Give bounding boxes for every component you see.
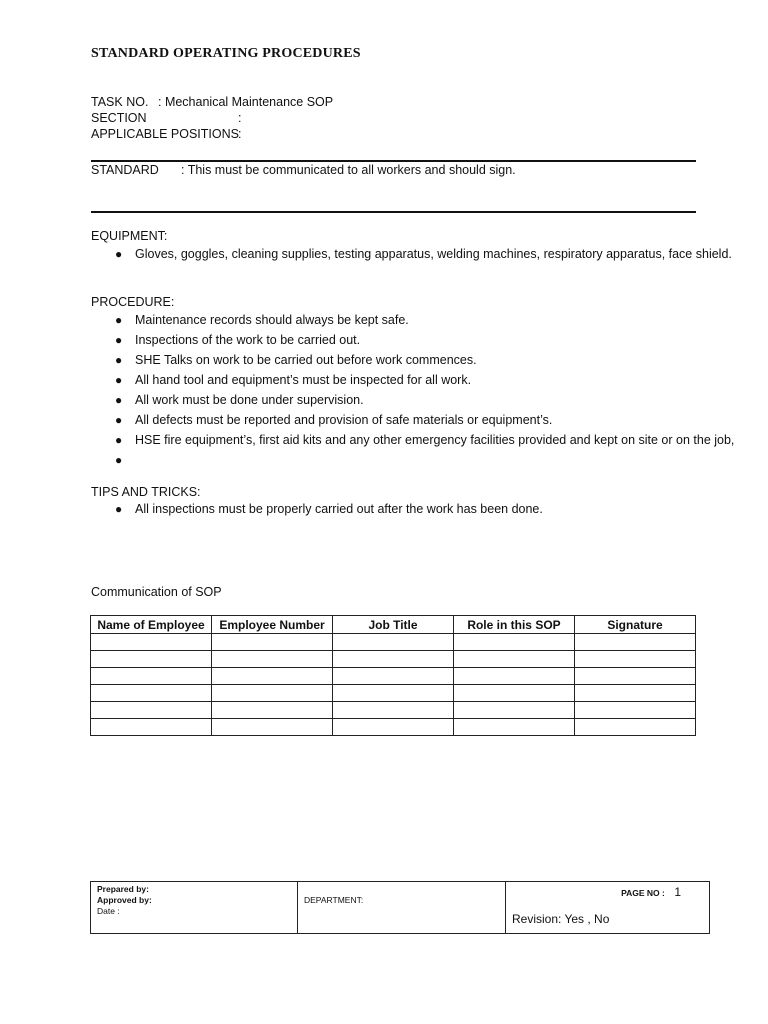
table-cell[interactable] (575, 719, 696, 736)
standard-value: : This must be communicated to all workers and should sign. (181, 163, 516, 177)
document-title: STANDARD OPERATING PROCEDURES (91, 46, 361, 61)
date-label: Date : (97, 906, 120, 916)
column-header: Employee Number (212, 616, 333, 634)
table-row (91, 668, 696, 685)
table-cell[interactable] (91, 634, 212, 651)
communication-heading: Communication of SOP (91, 585, 222, 599)
page-no-value: 1 (674, 885, 681, 899)
table-cell[interactable] (575, 634, 696, 651)
table-cell[interactable] (454, 685, 575, 702)
table-cell[interactable] (575, 685, 696, 702)
table-cell[interactable] (91, 719, 212, 736)
divider-top (91, 160, 696, 162)
table-row (91, 719, 696, 736)
section-value: : (238, 111, 242, 125)
table-cell[interactable] (333, 702, 454, 719)
table-cell[interactable] (575, 651, 696, 668)
task-no-label: TASK NO. (91, 95, 149, 109)
bullet-icon: ● (115, 353, 123, 367)
table-cell[interactable] (333, 685, 454, 702)
list-item: ● All work must be done under supervision. (115, 390, 734, 410)
department-label: DEPARTMENT: (304, 895, 364, 905)
bullet-icon: ● (115, 313, 123, 327)
table-cell[interactable] (212, 685, 333, 702)
footer-signoff-cell (91, 882, 298, 934)
divider-bottom (91, 211, 696, 213)
standard-label: STANDARD (91, 163, 159, 177)
footer-page-cell (506, 882, 710, 934)
footer-department-cell (298, 882, 506, 934)
bullet-icon: ● (115, 333, 123, 347)
table-cell[interactable] (333, 651, 454, 668)
tips-list (115, 499, 543, 519)
section-label: SECTION (91, 111, 147, 125)
table-cell[interactable] (454, 651, 575, 668)
equipment-list (115, 244, 732, 264)
table-cell[interactable] (454, 719, 575, 736)
table-cell[interactable] (333, 668, 454, 685)
table-row (91, 651, 696, 668)
table-cell[interactable] (212, 702, 333, 719)
table-cell[interactable] (454, 634, 575, 651)
prepared-by-label: Prepared by: (97, 884, 149, 894)
table-cell[interactable] (575, 702, 696, 719)
revision-text: Revision: Yes , No (512, 912, 610, 926)
table-cell[interactable] (91, 702, 212, 719)
table-cell[interactable] (212, 668, 333, 685)
table-row (91, 685, 696, 702)
table-cell[interactable] (454, 702, 575, 719)
procedure-heading: PROCEDURE: (91, 295, 175, 309)
list-item: ● All defects must be reported and provision of safe materials or equipment’s. (115, 410, 734, 430)
equipment-heading: EQUIPMENT: (91, 229, 168, 243)
column-header: Signature (575, 616, 696, 634)
table-cell[interactable] (91, 651, 212, 668)
bullet-icon: ● (115, 502, 123, 516)
tips-heading: TIPS AND TRICKS: (91, 485, 201, 499)
bullet-icon: ● (115, 433, 123, 447)
communication-table (90, 615, 696, 736)
table-cell[interactable] (212, 719, 333, 736)
list-item (115, 450, 734, 470)
table-header-row (91, 616, 696, 634)
list-item: ● SHE Talks on work to be carried out before work commences. (115, 350, 734, 370)
page-no-label: PAGE NO : (621, 888, 665, 898)
column-header: Job Title (333, 616, 454, 634)
list-item: ● All hand tool and equipment’s must be inspected for all work. (115, 370, 734, 390)
table-cell[interactable] (575, 668, 696, 685)
list-item: ● HSE fire equipment’s, first aid kits and any other emergency facilities provided and kept on site or on the job, (115, 430, 734, 450)
list-item: ● Inspections of the work to be carried out. (115, 330, 734, 350)
document-footer (90, 881, 710, 934)
list-item: ● Maintenance records should always be kept safe. (115, 310, 734, 330)
approved-by-label: Approved by: (97, 895, 152, 905)
page-number (621, 885, 681, 899)
table-row (91, 634, 696, 651)
footer-row (91, 882, 710, 934)
bullet-icon: ● (115, 413, 123, 427)
procedure-list (115, 310, 734, 470)
list-item: ● Gloves, goggles, cleaning supplies, testing apparatus, welding machines, respiratory apparatus, face shield. (115, 244, 732, 264)
column-header: Name of Employee (91, 616, 212, 634)
bullet-icon: ● (115, 453, 123, 467)
applicable-positions-label: APPLICABLE POSITIONS (91, 127, 239, 141)
bullet-icon: ● (115, 247, 123, 261)
table-cell[interactable] (454, 668, 575, 685)
task-no-value: : Mechanical Maintenance SOP (158, 95, 334, 109)
table-cell[interactable] (333, 634, 454, 651)
applicable-positions-value: : (238, 127, 242, 141)
column-header: Role in this SOP (454, 616, 575, 634)
table-cell[interactable] (333, 719, 454, 736)
table-cell[interactable] (212, 651, 333, 668)
table-cell[interactable] (91, 685, 212, 702)
table-cell[interactable] (212, 634, 333, 651)
bullet-icon: ● (115, 393, 123, 407)
bullet-icon: ● (115, 373, 123, 387)
table-cell[interactable] (91, 668, 212, 685)
list-item: ● All inspections must be properly carried out after the work has been done. (115, 499, 543, 519)
table-row (91, 702, 696, 719)
